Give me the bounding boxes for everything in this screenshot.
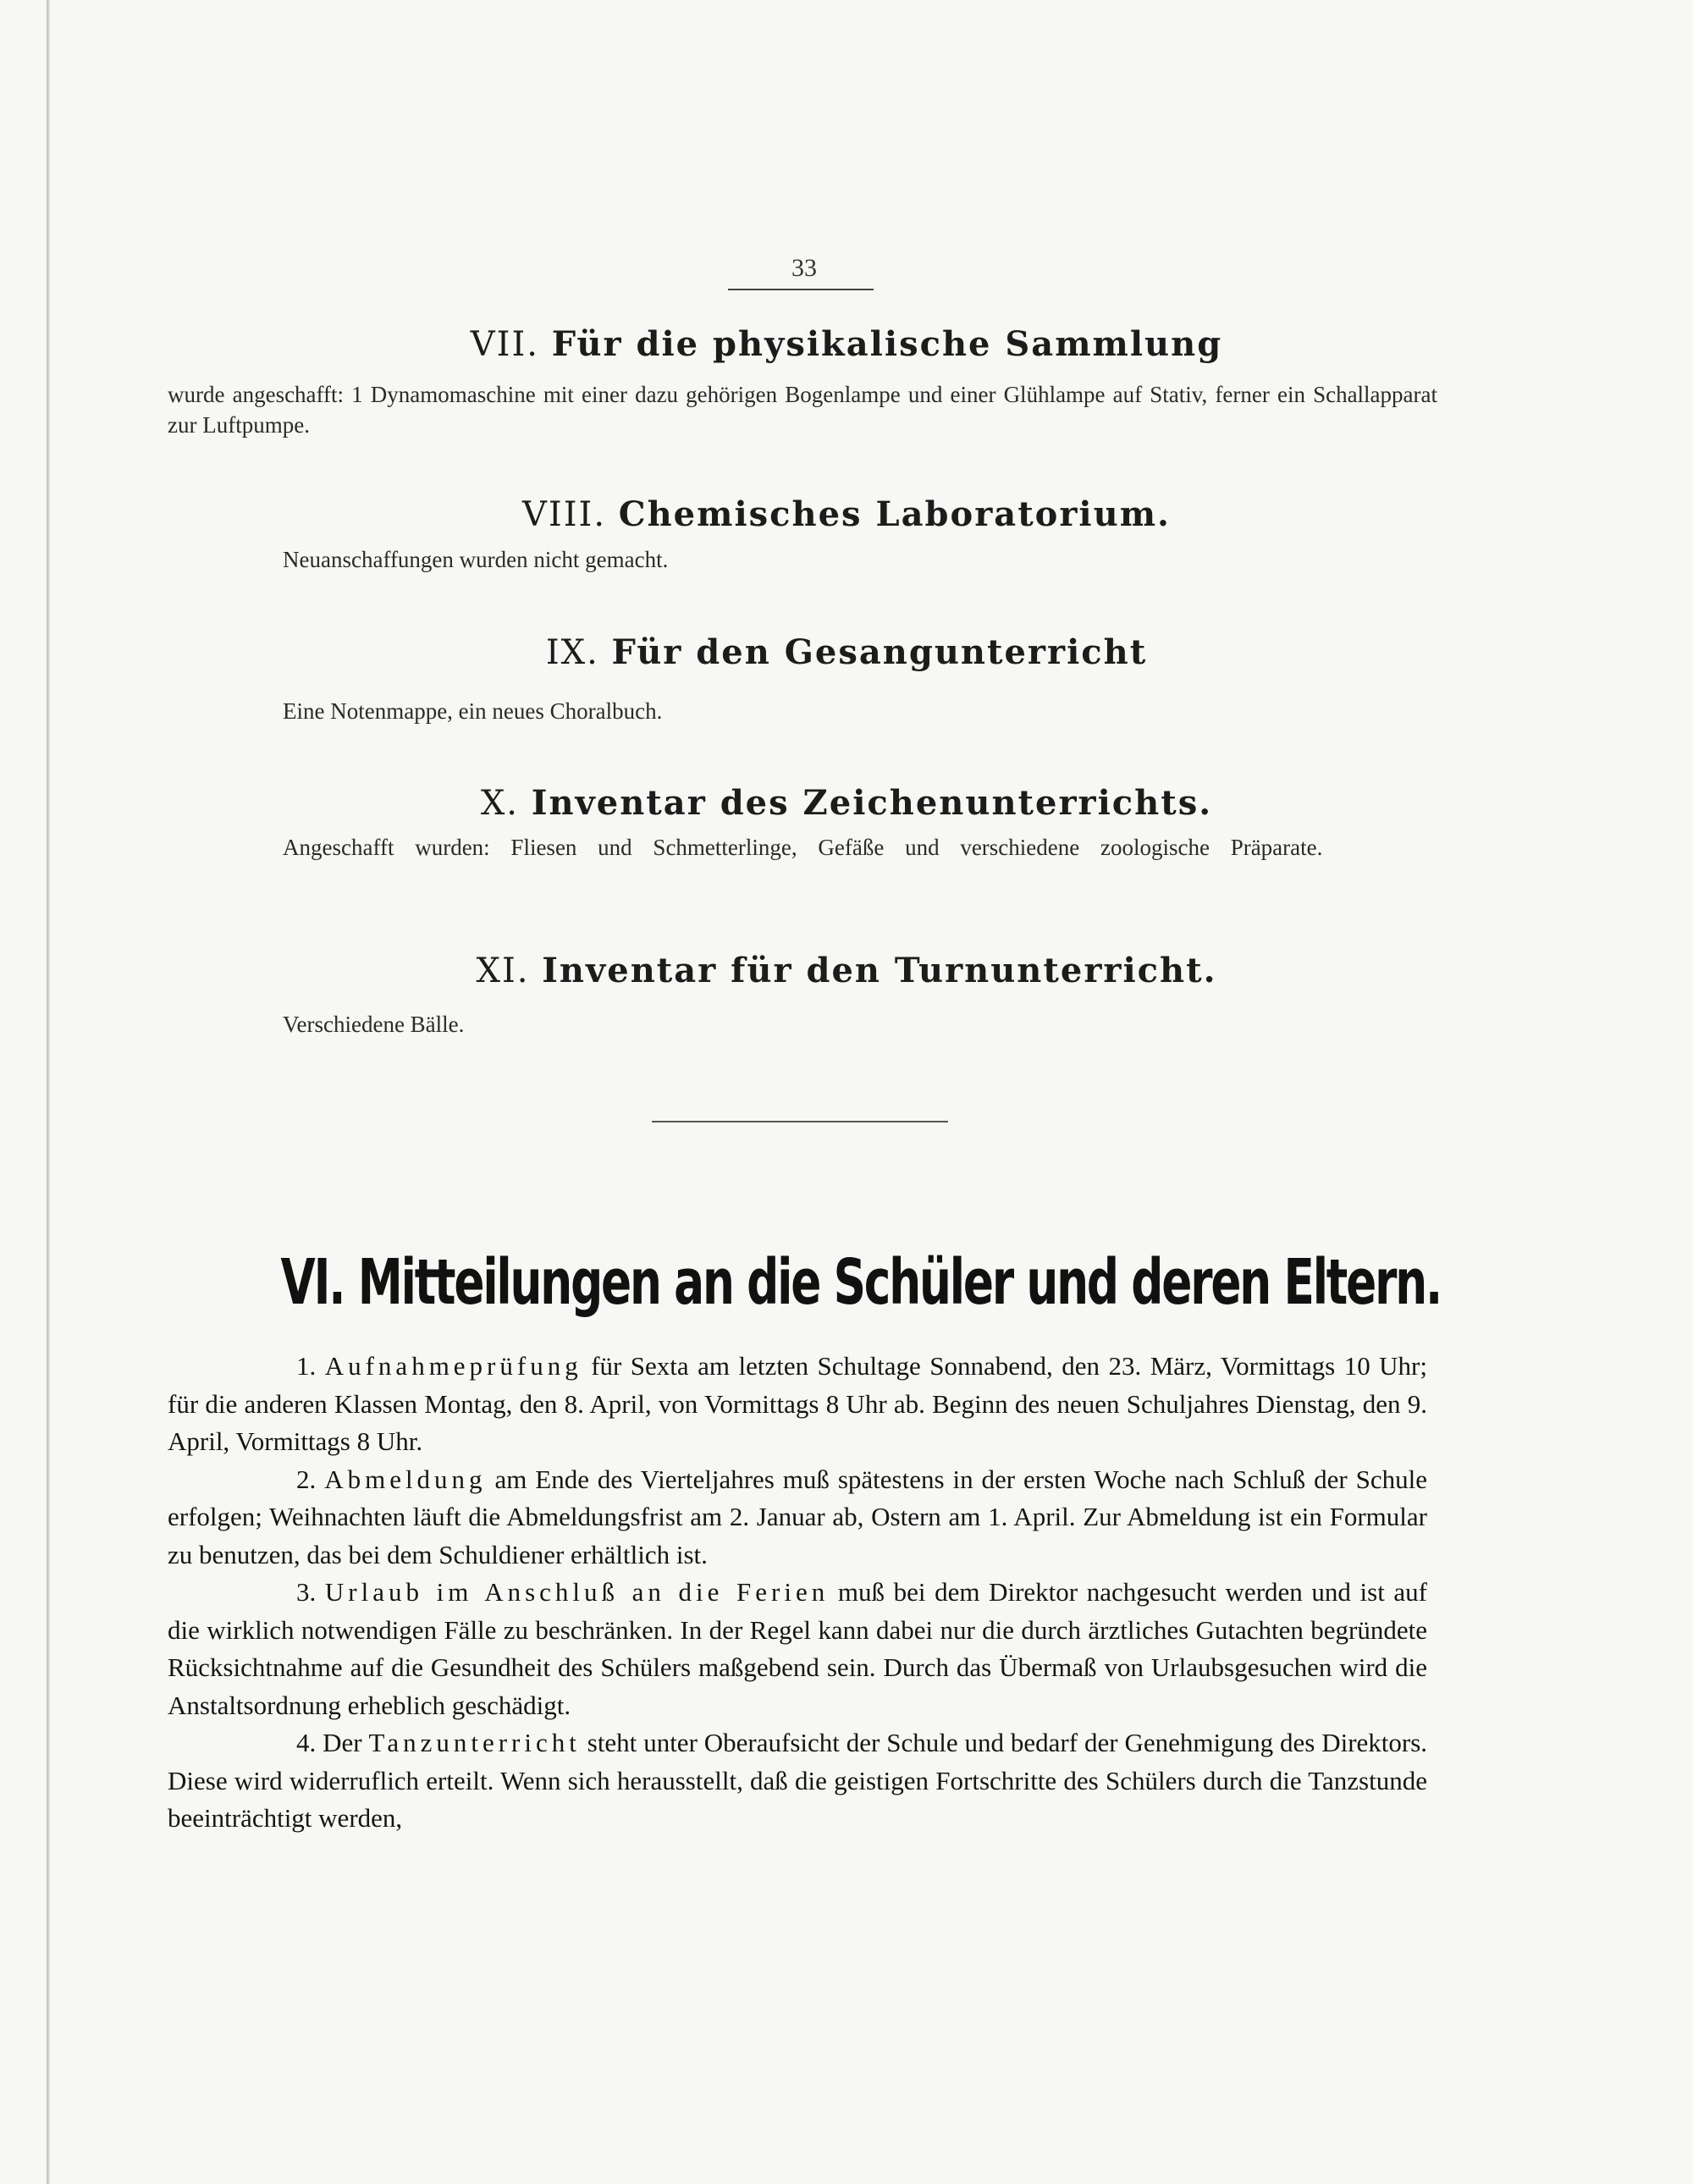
notice-number: 2. xyxy=(296,1464,317,1494)
notice-text: muß bei dem Direktor nachgesucht werden und ist auf die wirklich notwendigen Fälle zu beschränken. In der Regel kann dabei nur die durch ärztliches Gutachten begründete Rücksichtnahme auf die Gesundheit des Schülers maßgebend sein. Durch das Übermaß von Urlaubsgesuchen wird die Anstaltsordnung erheblich geschädigt. xyxy=(168,1577,1428,1720)
section-numeral: X. xyxy=(480,784,520,823)
notice-keyword: Aufnahmeprüfung xyxy=(324,1351,582,1381)
notice-number: 4. xyxy=(296,1728,317,1757)
section-text-ix: Eine Notenmappe, ein neues Choralbuch. xyxy=(283,698,663,724)
section-text-viii: Neuanschaffungen wurden nicht gemacht. xyxy=(283,547,669,572)
notice-number: 3. xyxy=(296,1577,317,1607)
notice-item xyxy=(168,1348,1427,1461)
section-title: Inventar für den Turnunterricht. xyxy=(542,951,1217,990)
page-number-rule xyxy=(728,289,874,290)
section-title: Für den Gesangunterricht xyxy=(611,632,1148,672)
section-text-x: Angeschafft wurden: Fliesen und Schmetterlinge, Gefäße und verschiedene zoologische Präparate. xyxy=(283,835,1323,860)
page-number: 33 xyxy=(791,254,817,282)
section-heading-viii xyxy=(0,494,1693,534)
section-separator-rule xyxy=(652,1121,948,1122)
section-numeral: VII. xyxy=(470,325,539,364)
notice-number: 1. xyxy=(296,1351,317,1381)
notice-text: steht unter Oberaufsicht der Schule und bedarf der Genehmigung des Direktors. Diese wird widerruflich erteilt. Wenn sich herausstellt, daß die geistigen Fortschritte des Schülers durch die Tanzstunde beeinträchtigt werden, xyxy=(168,1728,1428,1833)
section-heading-x xyxy=(0,783,1693,823)
section-numeral: IX. xyxy=(545,633,599,672)
section-heading-vii xyxy=(0,324,1693,364)
notice-text: am Ende des Vierteljahres muß spätestens in der ersten Woche nach Schluß der Schule erfolgen; Weihnachten läuft die Abmeldungsfrist am 2. Januar ab, Ostern am 1. April. Zur Abmeldung ist ein Formular zu benutzen, das bei dem Schuldiener erhältlich ist. xyxy=(168,1464,1428,1569)
section-title: Chemisches Laboratorium. xyxy=(618,494,1171,534)
notice-keyword: Urlaub im Anschluß an die Ferien xyxy=(324,1577,830,1607)
section-text-xi: Verschiedene Bälle. xyxy=(283,1012,465,1037)
section-numeral: XI. xyxy=(476,951,530,990)
notice-text: für Sexta am letzten Schultage Sonnabend, den 23. März, Vormittags 10 Uhr; für die anderen Klassen Montag, den 8. April, von Vormittags 8 Uhr ab. Beginn des neuen Schuljahres Dienstag, den 9. April, Vormittags 8 Uhr. xyxy=(168,1351,1427,1456)
notice-item xyxy=(168,1461,1427,1575)
section-heading-xi xyxy=(0,951,1693,990)
section-title: Für die physikalische Sammlung xyxy=(551,324,1223,364)
notice-list xyxy=(168,1348,1427,1838)
notice-keyword: Abmeldung xyxy=(324,1464,487,1494)
notice-lead: Der xyxy=(323,1728,362,1757)
notice-item xyxy=(168,1724,1427,1838)
section-numeral: VIII. xyxy=(522,495,607,534)
section-heading-ix xyxy=(0,632,1693,672)
section-text-vii: wurde angeschafft: 1 Dynamomaschine mit einer dazu gehörigen Bogenlampe und einer Glühlampe auf Stativ, ferner ein Schallapparat zur Luftpumpe. xyxy=(168,382,1437,438)
main-heading: VI. Mitteilungen an die Schüler und deren Eltern. xyxy=(280,1246,1442,1319)
notice-item xyxy=(168,1574,1427,1724)
notice-keyword: Tanzunterricht xyxy=(368,1728,581,1757)
section-title: Inventar des Zeichenunterrichts. xyxy=(531,783,1213,823)
